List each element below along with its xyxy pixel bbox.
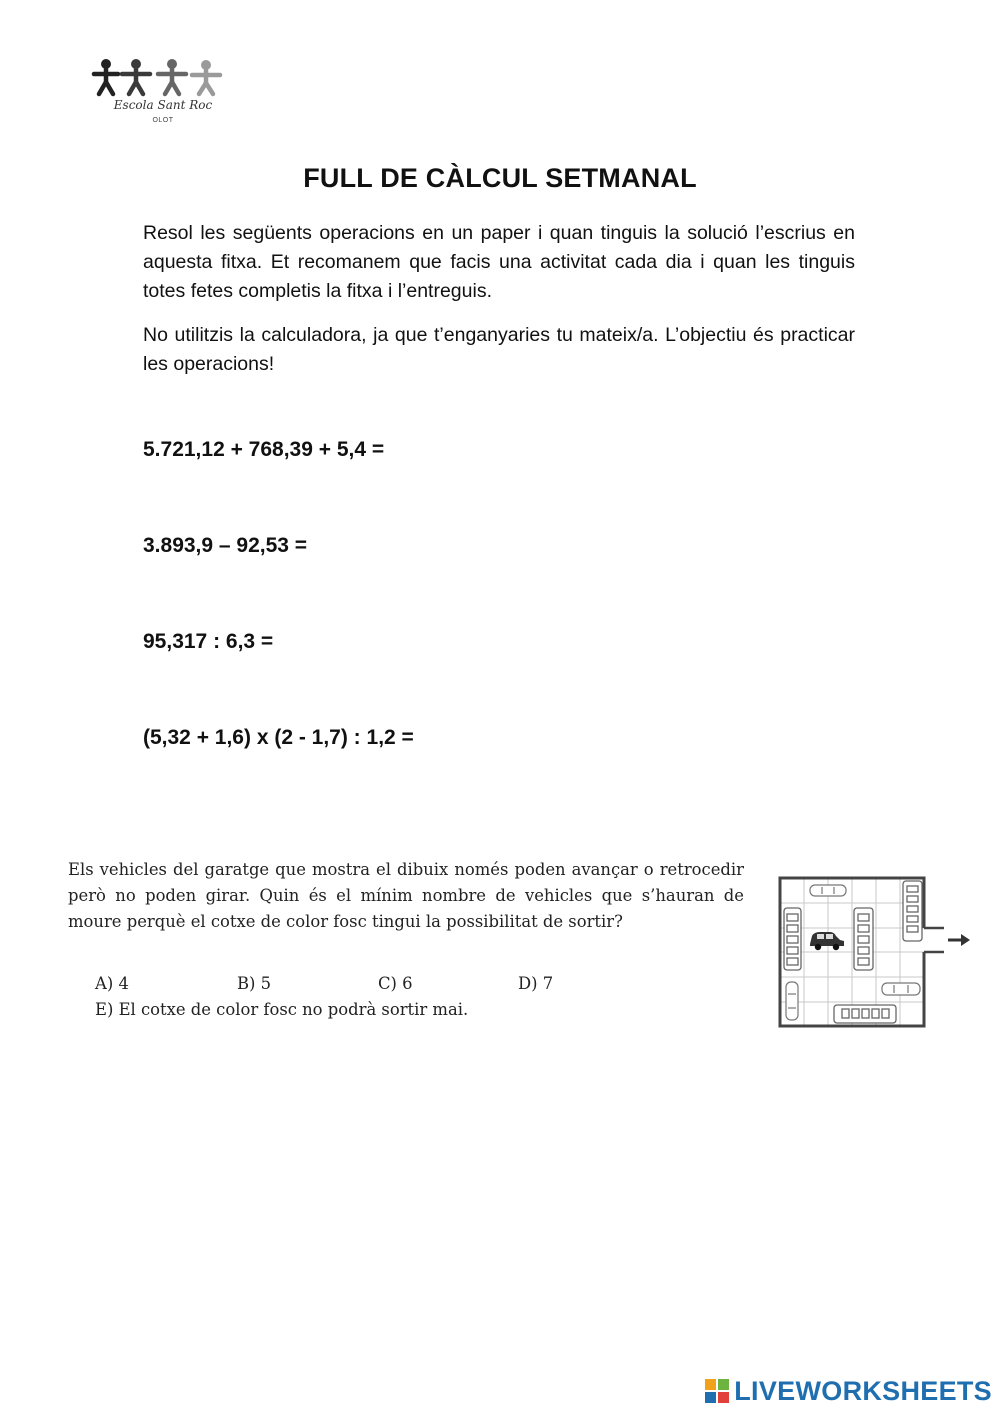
liveworksheets-logo xyxy=(704,1373,992,1409)
operation-1: 5.721,12 + 768,39 + 5,4 = xyxy=(143,438,385,461)
light-car-icon xyxy=(810,885,846,896)
light-car-icon xyxy=(786,982,798,1020)
school-logo xyxy=(88,56,228,136)
bus-icon xyxy=(903,881,922,941)
choice-c: C) 6 xyxy=(378,974,413,993)
garage-problem-text: Els vehicles del garatge que mostra el dibuix només poden avançar o retrocedir però no poden girar. Quin és el mínim nombre de vehicles que s’hauran de moure perquè el cotxe de color fosc tingui la possibilitat de sortir? xyxy=(68,860,744,931)
intro-paragraph-1: Resol les següents operacions en un paper i quan tinguis la solució l’escrius en aquesta fitxa. Et recomanem que facis una activitat cada dia i quan les tinguis totes fetes completis la fitxa i l’entreguis. xyxy=(143,222,855,302)
children-chain-icon xyxy=(88,56,228,100)
school-name: Escola Sant Roc xyxy=(113,98,213,112)
exit-arrow-icon xyxy=(948,934,970,946)
liveworksheets-wordmark: LIVEWORKSHEETS xyxy=(734,1375,992,1406)
bus-icon xyxy=(784,908,801,970)
operation-3: 95,317 : 6,3 = xyxy=(143,630,274,653)
school-town: OLOT xyxy=(152,117,174,124)
choice-d: D) 7 xyxy=(518,974,554,993)
garage-diagram xyxy=(772,872,977,1037)
choice-b: B) 5 xyxy=(237,974,272,993)
page-title: FULL DE CÀLCUL SETMANAL xyxy=(303,163,697,193)
intro-paragraph-2: No utilitzis la calculadora, ja que t’enganyaries tu mateix/a. L’objectiu és practicar les operacions! xyxy=(143,324,855,375)
bus-icon xyxy=(834,1005,896,1023)
liveworksheets-icon xyxy=(704,1378,730,1404)
light-car-icon xyxy=(882,983,920,995)
bus-icon xyxy=(854,908,873,970)
choice-a: A) 4 xyxy=(95,974,129,993)
choice-e: E) El cotxe de color fosc no podrà sortir mai. xyxy=(95,1000,469,1019)
dark-car-icon xyxy=(810,932,844,950)
operation-4: (5,32 + 1,6) x (2 - 1,7) : 1,2 = xyxy=(143,726,414,749)
operation-2: 3.893,9 – 92,53 = xyxy=(143,534,308,557)
